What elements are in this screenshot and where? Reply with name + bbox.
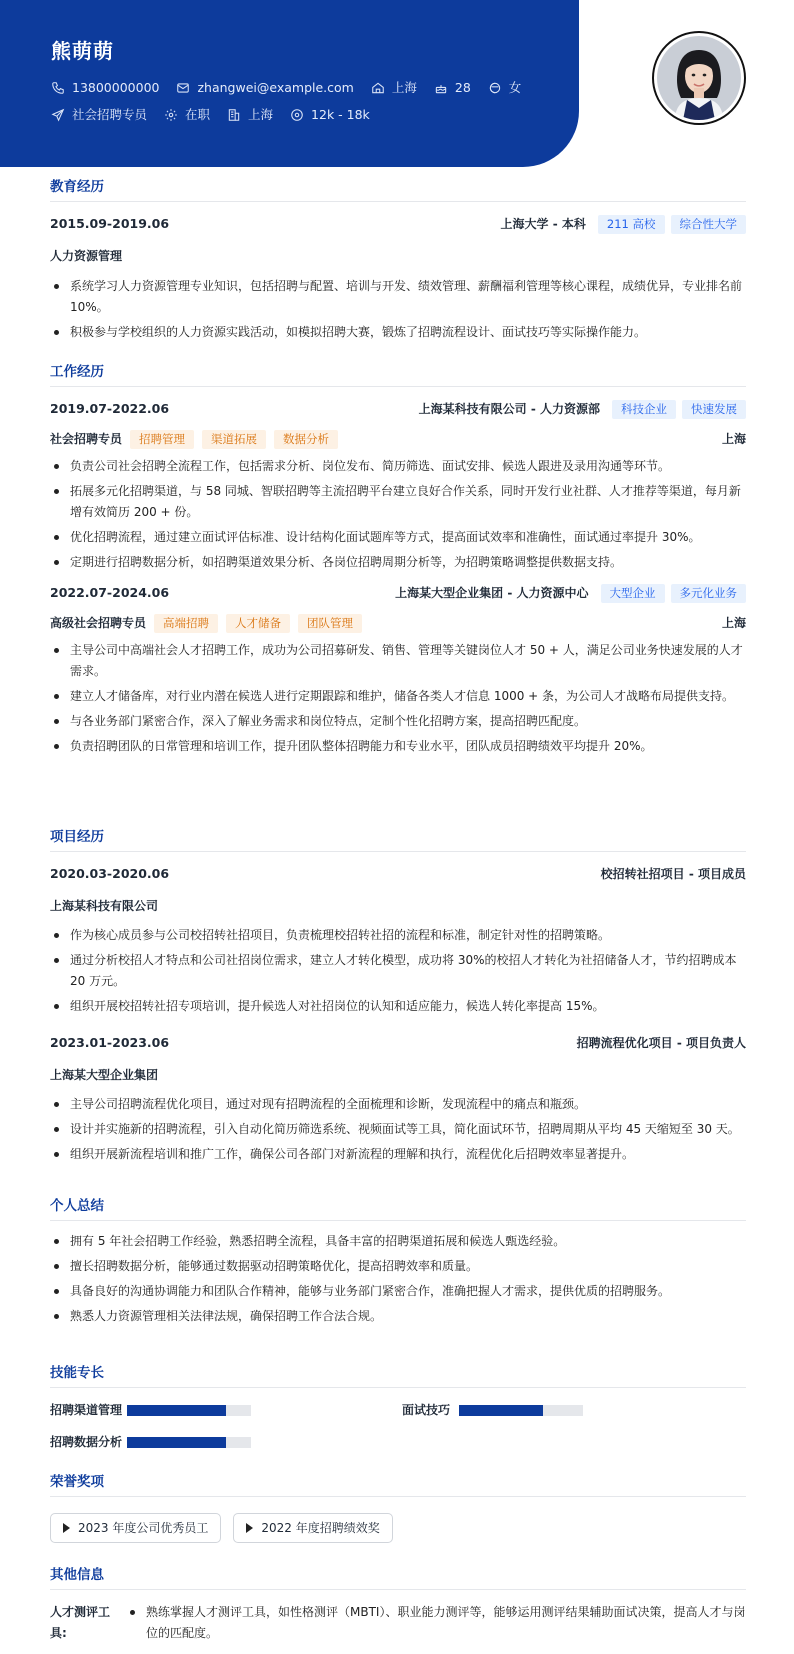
education-date: 2015.09-2019.06 bbox=[50, 215, 170, 231]
mail-icon bbox=[176, 81, 190, 95]
skill-bar bbox=[459, 1405, 583, 1416]
building-icon bbox=[227, 108, 241, 122]
role-tag: 渠道拓展 bbox=[202, 430, 266, 449]
education-bullets bbox=[50, 276, 746, 343]
settings-icon bbox=[164, 108, 178, 122]
job-intent-row bbox=[51, 106, 387, 125]
project-org: 上海某科技有限公司 bbox=[50, 899, 159, 914]
project-name: 招聘流程优化项目 - 项目负责人 bbox=[576, 1036, 746, 1051]
awards-title: 荣誉奖项 bbox=[50, 1472, 746, 1497]
job-header-row bbox=[50, 581, 746, 605]
skills-title: 技能专长 bbox=[50, 1363, 746, 1388]
list-item: 作为核心成员参与公司校招转社招项目，负责梳理校招转社招的流程和标准，制定针对性的招聘策略。 bbox=[50, 925, 746, 946]
status-text: 在职 bbox=[185, 107, 211, 122]
list-item: 系统学习人力资源管理专业知识，包括招聘与配置、培训与开发、绩效管理、薪酬福利管理等核心课程，成绩优异，专业排名前 10%。 bbox=[50, 276, 746, 318]
target-city-text: 上海 bbox=[248, 107, 274, 122]
projects-section bbox=[50, 827, 746, 1169]
school-tag: 211 高校 bbox=[598, 215, 665, 234]
city-text: 上海 bbox=[391, 80, 417, 95]
skill-bar bbox=[127, 1437, 251, 1448]
role-tag: 招聘管理 bbox=[130, 430, 194, 449]
education-title: 教育经历 bbox=[50, 177, 746, 202]
job-bullets bbox=[50, 640, 746, 757]
skill-fill bbox=[127, 1405, 226, 1416]
company-tag: 多元化业务 bbox=[671, 584, 747, 603]
project-header-row bbox=[50, 862, 746, 886]
job-type-item bbox=[51, 106, 147, 125]
avatar bbox=[657, 36, 741, 120]
company-name: 上海某大型企业集团 - 人力资源中心 bbox=[395, 586, 589, 601]
school-name: 上海大学 - 本科 bbox=[500, 217, 586, 232]
job-location: 上海 bbox=[721, 432, 746, 447]
job-company-group bbox=[395, 584, 746, 603]
list-item: 负责公司社会招聘全流程工作，包括需求分析、岗位发布、简历筛选、面试安排、候选人跟进及录用沟通等环节。 bbox=[50, 456, 746, 477]
project-bullets bbox=[50, 925, 746, 1017]
skill-fill bbox=[459, 1405, 543, 1416]
age-text: 28 bbox=[454, 80, 471, 95]
skill-item bbox=[50, 1433, 251, 1451]
role-name: 社会招聘专员 bbox=[50, 432, 123, 447]
list-item: 熟练掌握人才测评工具，如性格测评（MBTI）、职业能力测评等，能够运用测评结果辅助面试决策，提高人才与岗位的匹配度。 bbox=[126, 1602, 746, 1644]
play-icon bbox=[63, 1523, 70, 1533]
skill-fill bbox=[127, 1437, 226, 1448]
role-tag: 团队管理 bbox=[298, 614, 362, 633]
award-text: 2023 年度公司优秀员工 bbox=[78, 1521, 209, 1536]
skill-item bbox=[50, 1401, 251, 1419]
cake-icon bbox=[434, 81, 448, 95]
send-icon bbox=[51, 108, 65, 122]
project-org-row bbox=[50, 1063, 746, 1087]
gender-icon bbox=[488, 81, 502, 95]
job-date: 2019.07-2022.06 bbox=[50, 400, 170, 416]
list-item: 组织开展新流程培训和推广工作，确保公司各部门对新流程的理解和执行，流程优化后招聘效率显著提升。 bbox=[50, 1144, 746, 1165]
contact-row bbox=[51, 79, 538, 98]
skills-section bbox=[50, 1363, 746, 1453]
summary-bullets bbox=[50, 1231, 746, 1327]
list-item: 具备良好的沟通协调能力和团队合作精神，能够与业务部门紧密合作，准确把握人才需求，提供优质的招聘服务。 bbox=[50, 1281, 746, 1302]
summary-title: 个人总结 bbox=[50, 1196, 746, 1221]
role-tag: 数据分析 bbox=[274, 430, 338, 449]
status-item bbox=[164, 106, 210, 125]
job-type-text: 社会招聘专员 bbox=[72, 107, 148, 122]
skill-item bbox=[402, 1401, 583, 1419]
school-tag: 综合性大学 bbox=[671, 215, 747, 234]
target-city-item bbox=[227, 106, 273, 125]
awards-list bbox=[50, 1513, 746, 1543]
summary-section bbox=[50, 1196, 746, 1331]
gender-text: 女 bbox=[508, 80, 522, 95]
city-item bbox=[371, 79, 417, 98]
list-item: 通过分析校招人才特点和公司社招岗位需求，建立人才转化模型，成功将 30%的校招人才转化为社招储备人才，节约招聘成本 20 万元。 bbox=[50, 950, 746, 992]
job-location: 上海 bbox=[721, 616, 746, 631]
phone-icon bbox=[51, 81, 65, 95]
candidate-name: 熊萌萌 bbox=[51, 39, 114, 63]
project-bullets bbox=[50, 1094, 746, 1165]
list-item: 拓展多元化招聘渠道，与 58 同城、智联招聘等主流招聘平台建立良好合作关系，同时开发行业社群、人才推荐等渠道，每月新增有效简历 200 + 份。 bbox=[50, 481, 746, 523]
project-date: 2020.03-2020.06 bbox=[50, 865, 170, 881]
coin-icon bbox=[290, 108, 304, 122]
company-tag: 快速发展 bbox=[682, 400, 746, 419]
list-item: 积极参与学校组织的人力资源实践活动，如模拟招聘大赛，锻炼了招聘流程设计、面试技巧等实际操作能力。 bbox=[50, 322, 746, 343]
award-text: 2022 年度招聘绩效奖 bbox=[261, 1521, 380, 1536]
skill-label: 面试技巧 bbox=[402, 1403, 451, 1417]
list-item: 优化招聘流程，通过建立面试评估标准、设计结构化面试题库等方式，提高面试效率和准确性，面试通过率提升 30%。 bbox=[50, 527, 746, 548]
salary-text: 12k - 18k bbox=[311, 107, 370, 122]
work-title: 工作经历 bbox=[50, 362, 746, 387]
job-date: 2022.07-2024.06 bbox=[50, 584, 170, 600]
list-item: 主导公司中高端社会人才招聘工作，成功为公司招募研发、销售、管理等关键岗位人才 50 + 人，满足公司业务快速发展的人才需求。 bbox=[50, 640, 746, 682]
role-group bbox=[50, 614, 362, 633]
age-item bbox=[434, 79, 471, 98]
project-date: 2023.01-2023.06 bbox=[50, 1034, 170, 1050]
resume-header bbox=[0, 0, 579, 167]
education-section bbox=[50, 177, 746, 347]
company-name: 上海某科技有限公司 - 人力资源部 bbox=[418, 402, 600, 417]
role-tag: 高端招聘 bbox=[154, 614, 218, 633]
list-item: 与各业务部门紧密合作，深入了解业务需求和岗位特点，定制个性化招聘方案，提高招聘匹配度。 bbox=[50, 711, 746, 732]
list-item: 建立人才储备库，对行业内潜在候选人进行定期跟踪和维护，储备各类人才信息 1000 + 条，为公司人才战略布局提供支持。 bbox=[50, 686, 746, 707]
phone-text: 13800000000 bbox=[72, 80, 160, 95]
job-header-row bbox=[50, 397, 746, 421]
projects-title: 项目经历 bbox=[50, 827, 746, 852]
project-name: 校招转社招项目 - 项目成员 bbox=[600, 867, 746, 882]
awards-section bbox=[50, 1472, 746, 1543]
project-org: 上海某大型企业集团 bbox=[50, 1068, 159, 1083]
salary-item bbox=[290, 106, 370, 125]
award-item bbox=[50, 1513, 221, 1543]
role-tag: 人才储备 bbox=[226, 614, 290, 633]
phone-item bbox=[51, 79, 159, 98]
list-item: 设计并实施新的招聘流程，引入自动化简历筛选系统、视频面试等工具，简化面试环节，招聘周期从平均 45 天缩短至 30 天。 bbox=[50, 1119, 746, 1140]
list-item: 定期进行招聘数据分析，如招聘渠道效果分析、各岗位招聘周期分析等，为招聘策略调整提供数据支持。 bbox=[50, 552, 746, 573]
other-row bbox=[50, 1602, 746, 1648]
avatar-frame bbox=[652, 31, 746, 125]
other-bullets bbox=[126, 1602, 746, 1648]
job-role-row bbox=[50, 611, 746, 635]
list-item: 组织开展校招转社招专项培训，提升候选人对社招岗位的认知和适应能力，候选人转化率提高 15%。 bbox=[50, 996, 746, 1017]
play-icon bbox=[246, 1523, 253, 1533]
list-item: 擅长招聘数据分析，能够通过数据驱动招聘策略优化，提高招聘效率和质量。 bbox=[50, 1256, 746, 1277]
other-label: 人才测评工具: bbox=[50, 1605, 111, 1641]
other-title: 其他信息 bbox=[50, 1565, 746, 1590]
other-section bbox=[50, 1565, 746, 1648]
list-item: 主导公司招聘流程优化项目，通过对现有招聘流程的全面梳理和诊断，发现流程中的痛点和瓶颈。 bbox=[50, 1094, 746, 1115]
email-text: zhangwei@example.com bbox=[197, 80, 354, 95]
email-item bbox=[176, 79, 353, 98]
project-org-row bbox=[50, 894, 746, 918]
list-item: 拥有 5 年社会招聘工作经验，熟悉招聘全流程，具备丰富的招聘渠道拓展和候选人甄选经验。 bbox=[50, 1231, 746, 1252]
list-item: 负责招聘团队的日常管理和培训工作，提升团队整体招聘能力和专业水平，团队成员招聘绩效平均提升 20%。 bbox=[50, 736, 746, 757]
home-icon bbox=[371, 81, 385, 95]
company-tag: 科技企业 bbox=[612, 400, 676, 419]
education-major-row bbox=[50, 244, 746, 268]
project-header-row bbox=[50, 1031, 746, 1055]
job-company-group bbox=[419, 400, 746, 419]
skill-label: 招聘渠道管理 bbox=[50, 1403, 123, 1417]
education-school-group bbox=[501, 215, 746, 234]
job-bullets bbox=[50, 456, 746, 573]
list-item: 熟悉人力资源管理相关法律法规，确保招聘工作合法合规。 bbox=[50, 1306, 746, 1327]
company-tag: 大型企业 bbox=[601, 584, 665, 603]
major-name: 人力资源管理 bbox=[50, 249, 123, 264]
skill-bar bbox=[127, 1405, 251, 1416]
job-role-row bbox=[50, 427, 746, 451]
award-item bbox=[233, 1513, 392, 1543]
education-header-row bbox=[50, 212, 746, 236]
work-section bbox=[50, 362, 746, 761]
role-name: 高级社会招聘专员 bbox=[50, 616, 147, 631]
role-group bbox=[50, 430, 338, 449]
gender-item bbox=[488, 79, 522, 98]
skill-label: 招聘数据分析 bbox=[50, 1435, 123, 1449]
